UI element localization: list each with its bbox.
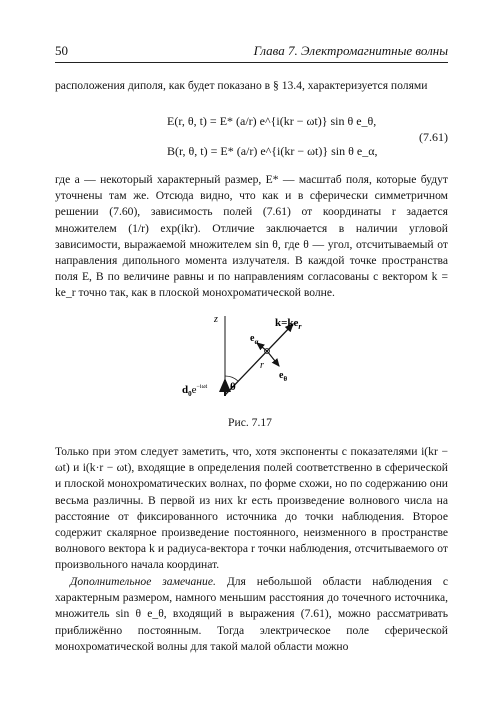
- equation-number: (7.61): [419, 130, 448, 144]
- r-label: r: [260, 360, 264, 371]
- chapter-title: Глава 7. Электромагнитные волны: [253, 43, 448, 58]
- header-rule: [55, 62, 448, 63]
- equation-b-field: B(r, θ, t) = E* (a/r) e^{i(kr − ωt)} sin θ e_α,: [167, 144, 378, 158]
- paragraph-1-text: где a — некоторый характерный размер, E* — масштаб поля, которые будут уточнены там же. Отсюда видно, что как и в сферически симметричном решении (7.60), зависимость полей (7.61) от координаты r задается множителем (1/r) exp(ikr). Отличие заключается в наличии угловой зависимости, выражаемой множителем sin θ, где θ — угол, отсчитываемый от направления дипольного момента излучателя. В каждой точке пространства поля E, B по величине равны и по направлениям согласованы с вектором k = ke_r точно так, как в плоской монохроматической волне.: [55, 173, 448, 300]
- e-alpha-label: $e_\alpha$: [250, 333, 259, 346]
- running-header: [55, 43, 448, 61]
- intro-text: расположения диполя, как будет показано в § 13.4, характеризуется полями: [55, 79, 428, 92]
- equation-e-field: E(r, θ, t) = E* (a/r) e^{i(kr − ωt)} sin θ e_θ,: [167, 114, 377, 128]
- dipole-label: $d_0e^{-i\omega t}$: [182, 384, 208, 398]
- paragraph-3: [55, 574, 448, 655]
- figure-7-17: [175, 308, 335, 408]
- equation-block: [55, 108, 448, 168]
- paragraph-1: [55, 172, 448, 302]
- theta-label: θ: [230, 381, 236, 393]
- z-axis-label: z: [214, 314, 218, 325]
- paragraph-2: [55, 444, 448, 574]
- k-label: $k=ke_r$: [275, 317, 302, 331]
- e-alpha-vector: [257, 343, 267, 351]
- paragraph-3-text: Для небольшой области наблюдения с характерным размером, намного меньшим расстояния до точечного источника, множитель sin θ e_θ, входящий в выражения (7.61), можно рассматривать приближённо постоянным. Тогда электрическое поле сферической монохроматической волны для такой малой области можно: [55, 575, 448, 653]
- intro-paragraph: [55, 78, 448, 94]
- paragraph-3-body: [55, 574, 448, 655]
- page-number: 50: [55, 43, 68, 58]
- dipole-diagram: [175, 308, 335, 408]
- paragraph-3-lead: Дополнительное замечание.: [70, 575, 216, 588]
- paragraph-2-text: Только при этом следует заметить, что, хотя экспоненты с показателями i(kr − ωt) и i(k·r − ωt), входящие в определения полей соответственно в сферической и плоской монохроматических волнах, по форме схожи, но по содержанию они весьма различны. В первой из них kr есть произведение волнового числа на расстояние от фиксированного источника до точки наблюдения. Второе содержит скалярное произведение постоянного, неизменного в пространстве волнового вектора k и радиуса-вектора r точки наблюдения, отсчитываемого от произвольного начала координат.: [55, 445, 448, 572]
- e-theta-label: $e_\theta$: [279, 370, 288, 383]
- figure-caption: Рис. 7.17: [228, 416, 272, 429]
